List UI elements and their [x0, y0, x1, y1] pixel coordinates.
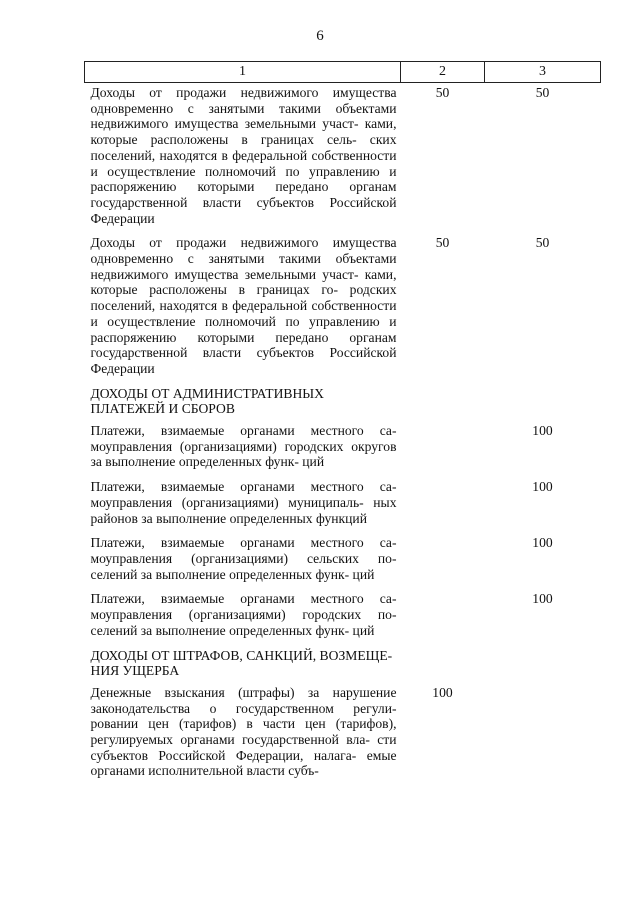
page-number: 6 — [316, 28, 324, 44]
description-line: передано органам государственной власти — [90, 329, 397, 361]
revenue-description — [85, 423, 401, 479]
revenue-description — [85, 685, 401, 779]
description-line: Денежные взыскания (штрафы) за нарушение — [90, 684, 397, 700]
description-line: Платежи, взимаемые органами местного са- — [90, 535, 397, 551]
description-line: ций — [352, 622, 375, 638]
description-line: Платежи, взимаемые органами местного са- — [90, 591, 397, 607]
value-col-2 — [401, 479, 485, 535]
description-line: родских поселений, находятся в федеральной — [90, 282, 397, 314]
table-section-row — [85, 386, 601, 423]
description-line: ками, которые расположены в границах го- — [90, 266, 397, 298]
description-line: моуправления (организациями) городских — [90, 438, 344, 454]
value-col-3 — [485, 648, 601, 685]
table-row — [85, 535, 601, 591]
table-header-row — [85, 62, 601, 83]
description-line: Платежи, взимаемые органами местного са- — [90, 423, 397, 439]
description-line: по управлению и распоряжению которыми — [90, 313, 397, 345]
revenue-description — [85, 479, 401, 535]
description-line: регулируемых органами государственной вла- — [90, 732, 370, 748]
description-line: субъектов Российской Федерации — [90, 194, 397, 226]
table-row — [85, 423, 601, 479]
description-line: ками, которые расположены в границах сель- — [90, 116, 397, 148]
value-col-2 — [401, 648, 485, 685]
description-line: емые органами исполнительной власти субъ- — [90, 747, 397, 779]
description-line: И СБОРОВ — [168, 401, 235, 417]
description-line: недвижимого имущества земельными участ- — [90, 116, 359, 132]
description-line: собственности и осуществление полномочий — [90, 147, 397, 179]
header-col-3: 3 — [485, 62, 601, 83]
description-line: ций — [302, 454, 325, 470]
value-col-2: 100 — [432, 684, 453, 700]
value-col-3 — [485, 386, 601, 423]
description-line: Доходы от продажи недвижимого имущества — [90, 85, 397, 100]
section-heading — [85, 386, 401, 423]
table-row — [85, 83, 601, 236]
description-line: Доходы от продажи недвижимого имущества — [90, 235, 397, 251]
description-line: округов за выполнение определенных функ- — [90, 438, 397, 470]
value-col-2 — [401, 591, 485, 647]
description-line: передано органам государственной власти — [90, 179, 397, 210]
description-line: функций — [316, 510, 367, 526]
description-line: ных районов за выполнение определенных — [90, 494, 397, 526]
value-col-3 — [485, 685, 601, 779]
description-line: по управлению и распоряжению которыми — [90, 163, 397, 195]
value-col-3: 100 — [532, 479, 553, 495]
description-line: субъектов Российской Федерации — [90, 345, 397, 376]
header-col-1: 1 — [85, 62, 401, 83]
value-col-2: 50 — [435, 235, 450, 251]
value-col-2 — [401, 423, 485, 479]
description-line: ций — [352, 566, 375, 582]
description-line: собственности и осуществление полномочий — [90, 298, 397, 329]
description-line: ДОХОДЫ ОТ АДМИНИСТРАТИВНЫХ ПЛАТЕЖЕЙ — [90, 385, 324, 417]
revenue-description — [85, 235, 401, 385]
table-row — [85, 685, 601, 779]
description-line: сти субъектов Российской Федерации, налага- — [90, 732, 397, 763]
value-col-3: 50 — [535, 85, 550, 100]
description-line: ДОХОДЫ ОТ ШТРАФОВ, САНКЦИЙ, ВОЗМЕЩЕ- — [90, 647, 393, 663]
description-line: Платежи, взимаемые органами местного са- — [90, 479, 397, 495]
table-row — [85, 591, 601, 647]
value-col-3: 50 — [535, 235, 550, 251]
description-line: селений за выполнение определенных функ- — [90, 566, 350, 582]
table-row — [85, 479, 601, 535]
description-line: моуправления (организациями) сельских по- — [90, 550, 397, 566]
description-line: одновременно с занятыми такими объектами — [90, 251, 397, 267]
value-col-2 — [401, 386, 485, 423]
description-line: одновременно с занятыми такими объектами — [90, 100, 397, 116]
revenue-description — [85, 83, 401, 236]
description-line: законодательства о государственном регули- — [90, 700, 397, 716]
table-body — [85, 83, 601, 780]
value-col-3: 100 — [532, 591, 553, 607]
description-line: недвижимого имущества земельными участ- — [90, 266, 359, 282]
revenue-description — [85, 535, 401, 591]
description-line: моуправления (организациями) муниципаль- — [90, 494, 364, 510]
header-col-2: 2 — [401, 62, 485, 83]
value-col-2 — [401, 535, 485, 591]
table-row — [85, 235, 601, 385]
revenue-description — [85, 591, 401, 647]
description-line: НИЯ УЩЕРБА — [90, 663, 180, 679]
value-col-3: 100 — [532, 423, 553, 439]
table-section-row — [85, 648, 601, 685]
section-heading — [85, 648, 401, 685]
value-col-3: 100 — [532, 535, 553, 551]
revenue-distribution-table — [84, 61, 601, 779]
description-line: ских поселений, находятся в федеральной — [90, 132, 397, 163]
value-col-2: 50 — [435, 85, 450, 100]
description-line: ровании цен (тарифов) в части цен (тарифов), — [90, 716, 397, 732]
description-line: моуправления (организациями) городских по- — [90, 607, 397, 623]
description-line: селений за выполнение определенных функ- — [90, 622, 350, 638]
